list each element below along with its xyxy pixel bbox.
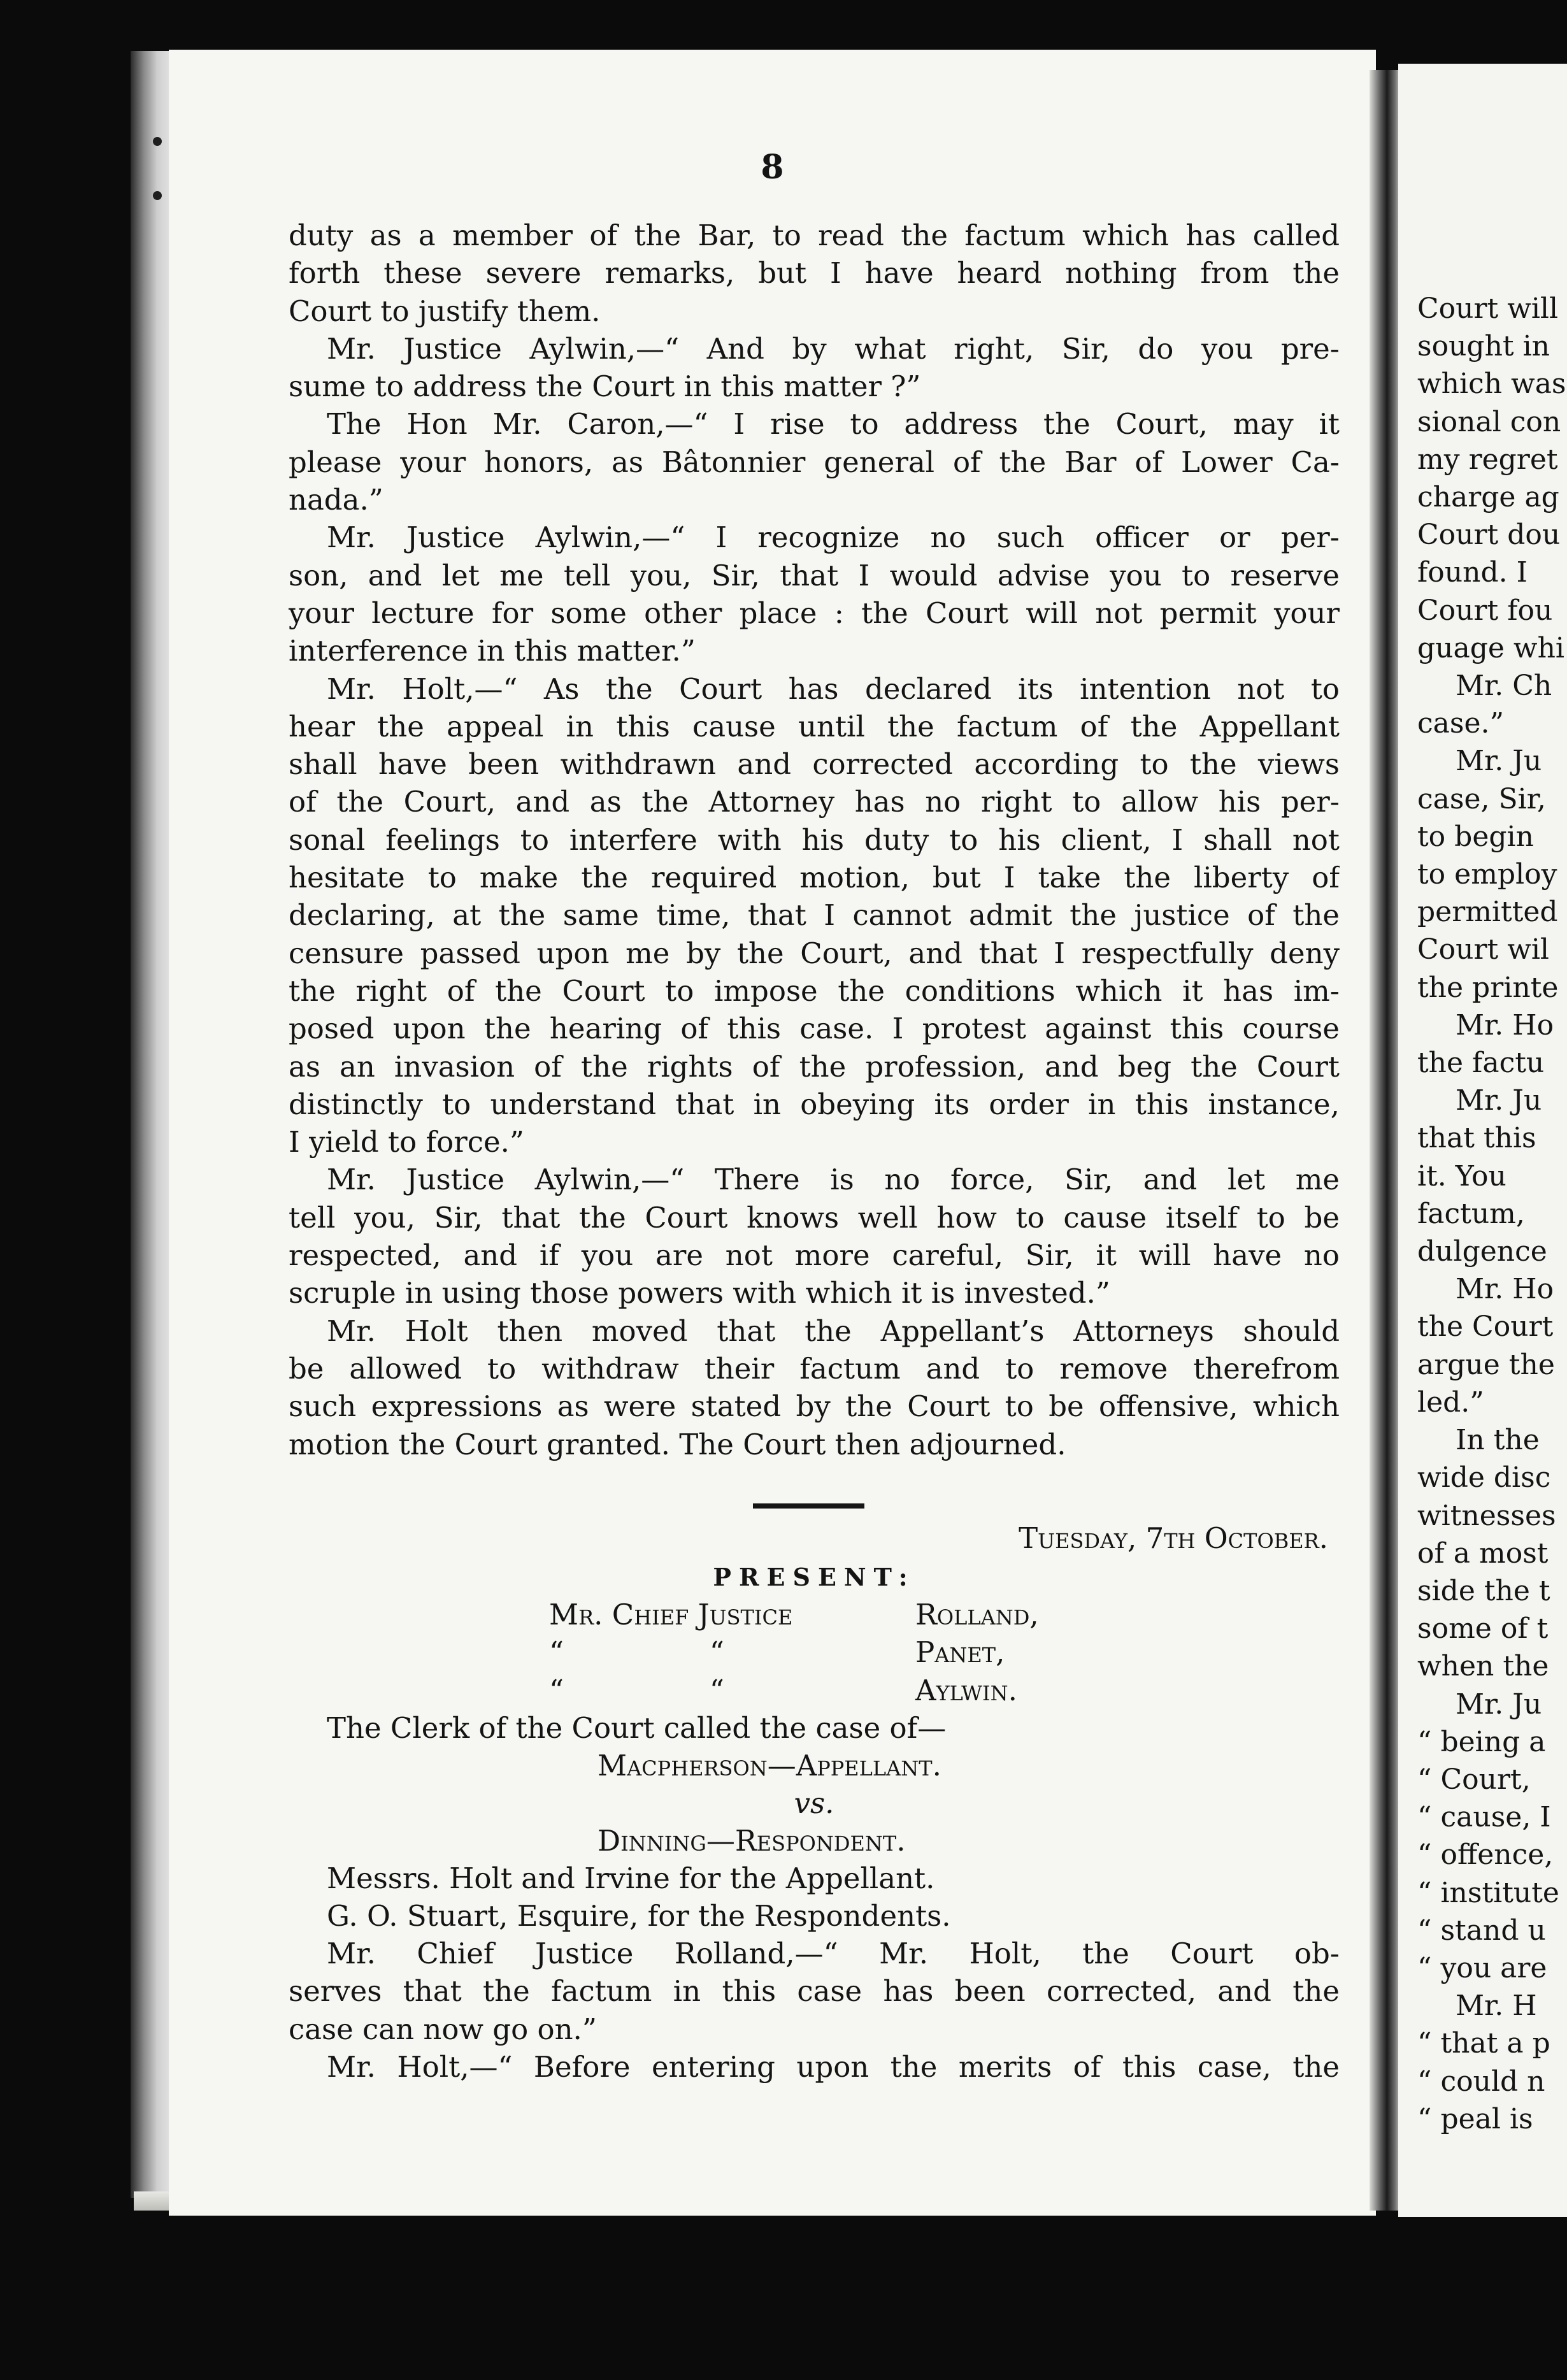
facing-text-line: Mr. Ju: [1456, 1084, 1542, 1117]
facing-text-line: “ stand u: [1417, 1914, 1546, 1947]
facing-text-line: argue the: [1417, 1348, 1555, 1381]
counsel-line-1-text: Messrs. Holt and Irvine for the Appellant.: [327, 1861, 935, 1895]
text-line: motion the Court granted. The Court then adjourned.: [289, 1427, 1066, 1461]
facing-text-line: the factu: [1417, 1047, 1545, 1080]
facing-text-line: charge ag: [1417, 481, 1559, 514]
facing-text-line: Mr. H: [1456, 1989, 1537, 2023]
present-heading-text: PRESENT:: [713, 1563, 915, 1591]
text-line: declaring, at the same time, that I cannot admit the justice of the: [289, 898, 1340, 933]
facing-text-line: witnesses: [1417, 1499, 1556, 1532]
page-number: 8: [761, 148, 784, 187]
appellant-line: [289, 1747, 1340, 1784]
facing-text-line: case.”: [1417, 707, 1504, 740]
facing-text-line: permitted: [1417, 896, 1558, 929]
versus-text: vs.: [794, 1786, 834, 1820]
text-line: scruple in using those powers with which it is invested.”: [289, 1276, 1110, 1310]
facing-text-line: some of t: [1417, 1612, 1549, 1645]
facing-text-line: “ you are: [1417, 1951, 1547, 1984]
bench-row: [549, 1672, 1039, 1709]
section-divider-rule: [753, 1503, 864, 1509]
facing-text-line: Mr. Ju: [1456, 745, 1542, 778]
facing-text-line: the Court: [1417, 1310, 1554, 1344]
facing-text-line: Mr. Ju: [1456, 1688, 1542, 1721]
facing-text-line: “ Court,: [1417, 1763, 1531, 1796]
text-line: Mr. Holt then moved that the Appellant’s Attorneys should: [327, 1314, 1340, 1348]
facing-text-line: “ cause, I: [1417, 1801, 1551, 1834]
facing-text-line: to employ: [1417, 858, 1557, 891]
bench-judge-name: Aylwin.: [915, 1673, 1017, 1707]
counsel-line-2: [289, 1897, 1340, 1935]
text-line: posed upon the hearing of this case. I protest against this course: [289, 1012, 1340, 1046]
facing-text-line: “ being a: [1417, 1725, 1546, 1758]
facing-text-line: guage whi: [1417, 631, 1564, 664]
facing-text-line: “ institute: [1417, 1876, 1559, 1909]
text-line: nada.”: [289, 483, 383, 517]
facing-text-line: side the t: [1417, 1574, 1550, 1607]
clerk-line-text: The Clerk of the Court called the case of—: [327, 1711, 947, 1745]
facing-text-line: Mr. Ho: [1456, 1008, 1554, 1042]
bench-title: “ “: [549, 1635, 724, 1670]
text-line: Mr. Chief Justice Rolland,—“ Mr. Holt, the Court ob-: [327, 1937, 1340, 1970]
scan-speck: [153, 137, 162, 146]
facing-text-line: led.”: [1417, 1386, 1484, 1419]
closing-paragraphs: [289, 1935, 1340, 2086]
facing-text-line: “ that a p: [1417, 2027, 1550, 2060]
facing-text-line: the printe: [1417, 971, 1559, 1004]
bench-list: [549, 1596, 1039, 1709]
bench-judge-name: Rolland,: [915, 1598, 1039, 1631]
facing-text-line: my regret: [1417, 443, 1558, 476]
facing-text-line: when the: [1417, 1650, 1549, 1683]
text-line: duty as a member of the Bar, to read the factum which has called: [289, 219, 1340, 252]
facing-text-line: found. I: [1417, 556, 1528, 589]
bench-row: [549, 1596, 1039, 1633]
text-line: your lecture for some other place : the Court will not permit your: [289, 596, 1340, 630]
facing-text-line: dulgence: [1417, 1235, 1547, 1268]
facing-text-line: factum,: [1417, 1197, 1525, 1230]
text-line: Mr. Holt,—“ Before entering upon the merits of this case, the: [327, 2049, 1340, 2084]
text-line: Court to justify them.: [289, 294, 601, 328]
appellant-line-text: Macpherson—Appellant.: [597, 1749, 941, 1782]
present-heading: [289, 1558, 1340, 1596]
text-line: Mr. Justice Aylwin,—“ I recognize no such officer or per-: [327, 520, 1340, 555]
bench-title: Mr. Chief Justice: [549, 1598, 793, 1631]
versus-line: [289, 1784, 1340, 1822]
facing-text-line: “ peal is: [1417, 2102, 1533, 2135]
text-line: distinctly to understand that in obeying its order in this instance,: [289, 1087, 1340, 1121]
scan-speck: [153, 191, 162, 200]
facing-page-text: [1417, 290, 1567, 2138]
facing-text-line: sought in: [1417, 330, 1550, 363]
facing-text-line: it. You: [1417, 1159, 1506, 1193]
facing-text-line: of a most: [1417, 1537, 1549, 1570]
facing-text-line: Mr. Ch: [1456, 670, 1552, 703]
text-line: such expressions as were stated by the Court to be offensive, which: [289, 1389, 1340, 1424]
text-line: son, and let me tell you, Sir, that I would advise you to reserve: [289, 558, 1340, 592]
text-line: case can now go on.”: [289, 2012, 597, 2046]
facing-text-line: sional con: [1417, 405, 1561, 438]
text-line: hear the appeal in this cause until the factum of the Appellant: [289, 709, 1340, 743]
counsel-line-1: [289, 1860, 1340, 1897]
bench-judge-name: Panet,: [915, 1635, 1005, 1670]
facing-text-line: Court dou: [1417, 519, 1561, 552]
text-line: please your honors, as Bâtonnier general of the Bar of Lower Ca-: [289, 445, 1340, 479]
text-line: shall have been withdrawn and corrected according to the views: [289, 747, 1340, 782]
bench-title: “ “: [549, 1673, 724, 1707]
text-line: Mr. Justice Aylwin,—“ And by what right, Sir, do you pre-: [327, 331, 1340, 366]
facing-text-line: “ offence,: [1417, 1839, 1554, 1872]
text-line: sume to address the Court in this matter ?”: [289, 369, 921, 404]
text-line: Mr. Holt,—“ As the Court has declared its intention not to: [327, 671, 1340, 706]
facing-text-line: Court fou: [1417, 594, 1553, 627]
text-line: I yield to force.”: [289, 1125, 524, 1159]
facing-text-line: wide disc: [1417, 1461, 1551, 1495]
text-line: as an invasion of the rights of the profession, and beg the Court: [289, 1049, 1340, 1084]
date-text: Tuesday, 7th October.: [1019, 1521, 1328, 1555]
facing-text-line: Mr. Ho: [1456, 1273, 1554, 1306]
text-line: censure passed upon me by the Court, and that I respectfully deny: [289, 936, 1340, 970]
facing-text-line: that this: [1417, 1122, 1536, 1155]
facing-text-line: “ could n: [1417, 2065, 1545, 2098]
facing-text-line: Court wil: [1417, 933, 1550, 966]
facing-text-line: Court will: [1417, 292, 1559, 325]
clerk-line: [289, 1709, 1340, 1747]
bench-row: [549, 1633, 1039, 1671]
facing-text-line: which was: [1417, 368, 1566, 401]
respondent-line: [289, 1822, 1340, 1860]
facing-text-line: In the: [1456, 1424, 1540, 1457]
date-line: [289, 1519, 1340, 1557]
respondent-line-text: Dinning—Respondent.: [597, 1824, 906, 1858]
text-line: interference in this matter.”: [289, 634, 696, 668]
text-line: the right of the Court to impose the conditions which it has im-: [289, 973, 1340, 1008]
text-line: tell you, Sir, that the Court knows well how to cause itself to be: [289, 1200, 1340, 1235]
text-line: respected, and if you are not more careful, Sir, it will have no: [289, 1238, 1340, 1273]
text-line: Mr. Justice Aylwin,—“ There is no force, Sir, and let me: [327, 1163, 1340, 1197]
page-gutter: [1370, 70, 1401, 2211]
text-line: serves that the factum in this case has been corrected, and the: [289, 1974, 1340, 2009]
text-line: sonal feelings to interfere with his duty to his client, I shall not: [289, 822, 1340, 857]
facing-text-line: to begin: [1417, 820, 1534, 853]
facing-page: [1398, 64, 1567, 2217]
facing-text-line: case, Sir,: [1417, 782, 1546, 815]
text-line: forth these severe remarks, but I have heard nothing from the: [289, 256, 1340, 290]
text-line: be allowed to withdraw their factum and to remove therefrom: [289, 1351, 1340, 1386]
text-line: of the Court, and as the Attorney has no right to allow his per-: [289, 785, 1340, 819]
text-line: The Hon Mr. Caron,—“ I rise to address the Court, may it: [327, 407, 1340, 441]
body-paragraphs: [289, 217, 1340, 1463]
text-line: hesitate to make the required motion, but I take the liberty of: [289, 861, 1340, 895]
counsel-line-2-text: G. O. Stuart, Esquire, for the Respondents.: [327, 1899, 951, 1933]
